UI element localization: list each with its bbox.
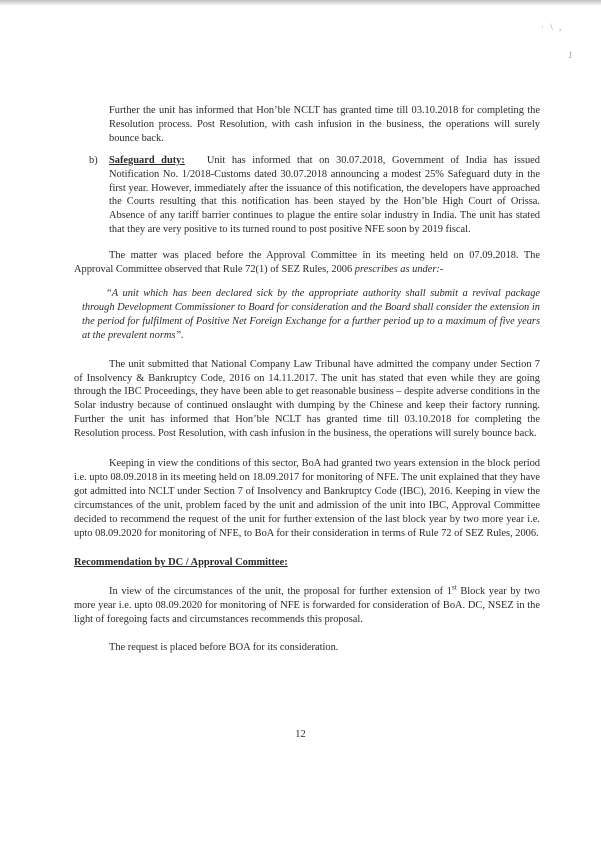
scan-top-edge (0, 0, 601, 6)
paragraph-approval-committee (74, 249, 540, 277)
recommendation-text-b: Block year by two more year i.e. upto 08.09.2020 for monitoring of NFE is forwarded for consideration of BoA. DC, NSEZ in the light of foregoing facts and circumstances recommends this proposal. (74, 586, 540, 626)
paragraph-nclt-time: Further the unit has informed that Hon’ble NCLT has granted time till 03.10.2018 for completing the Resolution process. Post Resolution, with cash infusion in the business, the operations will surely bounce back. (109, 105, 540, 144)
list-marker: b) (89, 154, 98, 166)
page-number: 12 (295, 729, 306, 740)
corner-mark: · \ , (541, 22, 564, 32)
corner-handwritten-number: 1 (568, 50, 573, 60)
paragraph-unit-submitted: The unit submitted that National Company Law Tribunal have admitted the company under Section 7 of Insolvency & Bankruptcy Code, 2016 on 14.11.2017. The unit has stated that even while they are going through the IBC Proceedings, they have been able to get reasonable business – despite adverse conditions in the Solar industry because of continued onslaught with dumping by the Chinese and keep their factory running. Further the unit has informed that Hon’ble NCLT has granted time till 03.10.2018 for completing the Resolution process. Post Resolution, with cash infusion in the business, the operations will surely bounce back. (74, 358, 540, 440)
paragraph-recommendation (74, 585, 540, 627)
recommendation-text-a: In view of the circumstances of the unit, the proposal for further extension of 1 (109, 586, 452, 598)
approval-committee-text: The matter was placed before the Approval Committee in its meeting held on 07.09.2018. The Approval Committee observed that Rule 72(1) of SEZ Rules, 2006 (74, 250, 540, 276)
safeguard-duty-label: Safeguard duty: (109, 154, 185, 166)
list-item-safeguard-duty (74, 154, 540, 237)
paragraph-request-placed: The request is placed before BOA for its consideration. (109, 642, 339, 654)
section-heading-recommendation: Recommendation by DC / Approval Committee: (74, 557, 288, 569)
quoted-rule: “A unit which has been declared sick by the appropriate authority shall submit a revival package through Development Commissioner to Board for consideration and the Board shall consider the extension in the period for fulfilment of Positive Net Foreign Exchange for a further period up to a maximum of five years at the prevalent norms”. (82, 287, 540, 341)
document-body (74, 104, 540, 655)
paragraph-boa-extension: Keeping in view the conditions of this sector, BoA had granted two years extension in the block period i.e. upto 08.09.2018 in its meeting held on 18.09.2017 for monitoring of NFE. The unit explained that they have got admitted into NCLT under Section 7 of Insolvency and Bankruptcy Code (IBC), 2016. Keeping in view the circumstances of the unit, problem faced by the unit and admission of the unit into IBC, Approval Committee decided to recommend the request of the unit for further extension of the last block year by two more year i.e. upto 08.09.2020 for monitoring of NFE, to BoA for their consideration in terms of Rule 72 of SEZ Rules, 2006. (74, 458, 540, 539)
safeguard-paragraph (109, 154, 540, 237)
prescribes-text: prescribes as under:- (354, 264, 444, 276)
ordinal-suffix: st (451, 583, 457, 592)
safeguard-text: Unit has informed that on 30.07.2018, Government of India has issued Notification No. 1/2018-Customs dated 30.07.2018 announcing a modest 25% Safeguard duty in the first year. However, immediately after the issuance of this notification, the developers have approached the Courts resulting that this notification has been stayed by the Hon’ble High Court of Orissa. Absence of any tariff barrier continues to plague the entire solar industry in India. The unit has stated that they are very positive to its turned round to post positive NFE soon by 2019 fiscal. (109, 154, 540, 236)
